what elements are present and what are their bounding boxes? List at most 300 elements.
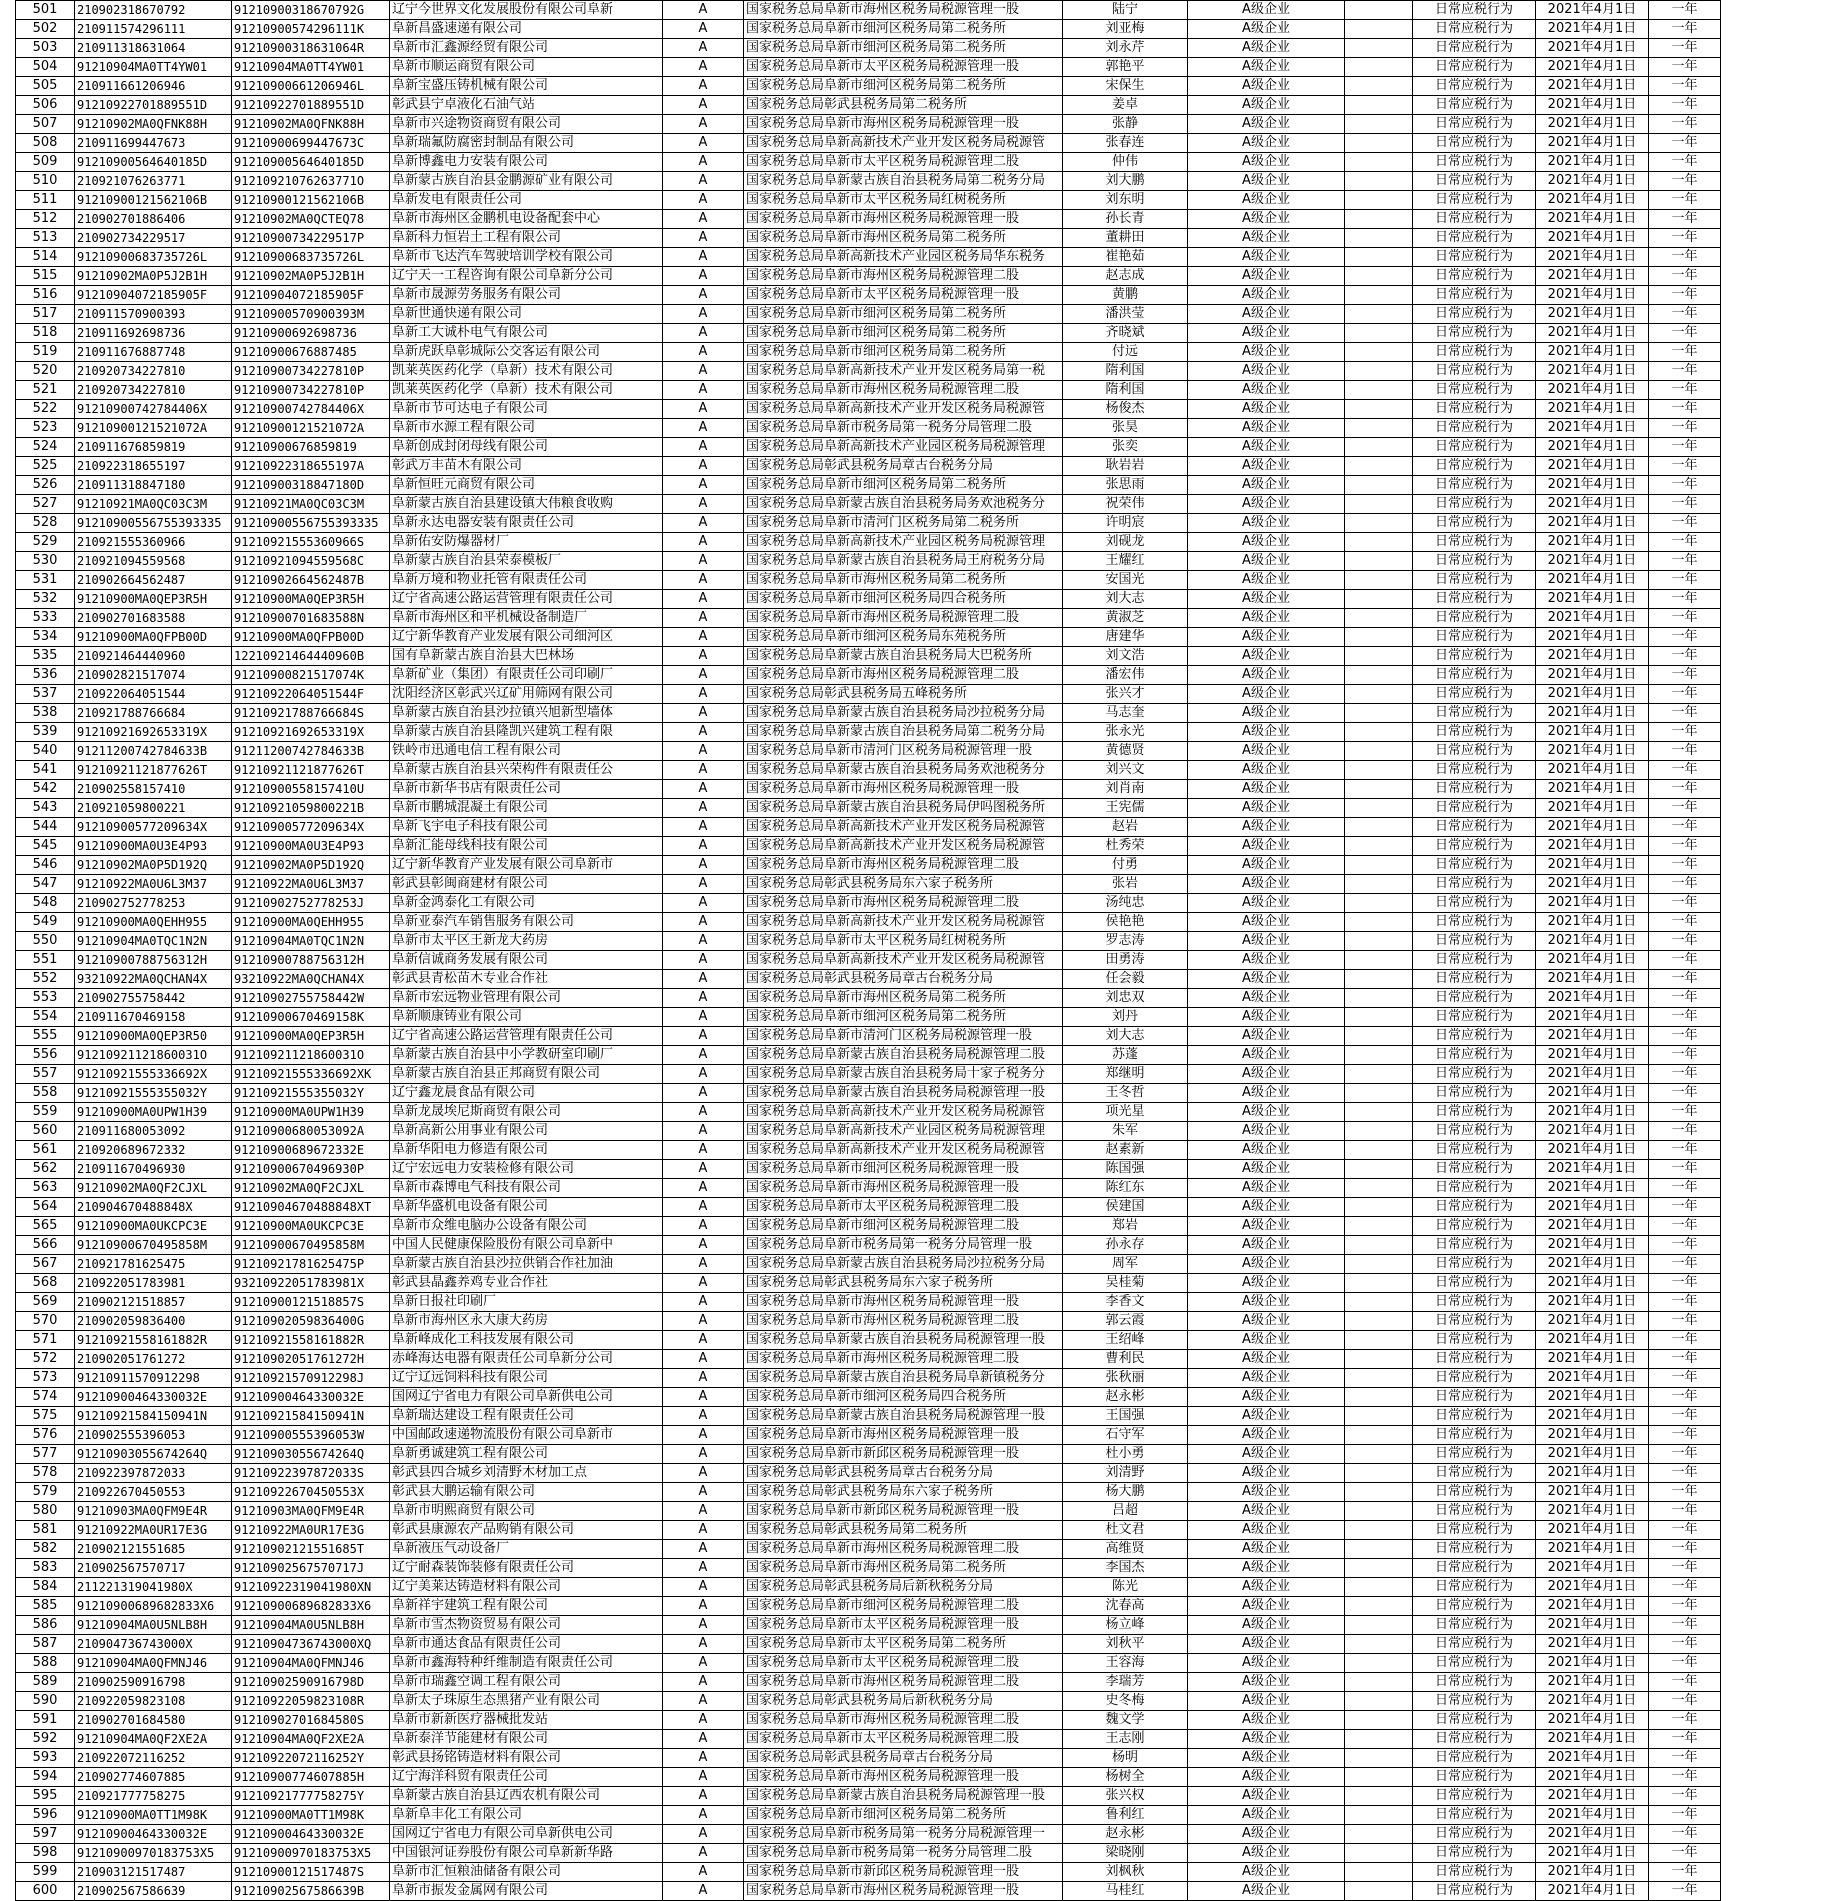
credit-level-cell[interactable]: A级企业 (1188, 1711, 1345, 1730)
table-row[interactable] (16, 894, 1721, 913)
validity-cell[interactable]: 一年 (1649, 1711, 1721, 1730)
old-taxpayer-id-cell[interactable]: 91210900683735726L (75, 248, 232, 267)
old-taxpayer-id-cell[interactable]: 210902555396053 (75, 1426, 232, 1445)
tax-office-cell[interactable]: 国家税务总局彰武县税务局章古台税务分局 (744, 1749, 1063, 1768)
tax-office-cell[interactable]: 国家税务总局阜新市海州区税务局第二税务所 (744, 571, 1063, 590)
credit-level-cell[interactable]: A级企业 (1188, 1540, 1345, 1559)
grade-cell[interactable]: A (663, 875, 744, 894)
grade-cell[interactable]: A (663, 1445, 744, 1464)
tax-officer-cell[interactable]: 陈国强 (1063, 1160, 1188, 1179)
table-row[interactable] (16, 305, 1721, 324)
grade-cell[interactable]: A (663, 1407, 744, 1426)
row-number-cell[interactable]: 539 (16, 723, 75, 742)
tax-officer-cell[interactable]: 汤纯忠 (1063, 894, 1188, 913)
credit-level-cell[interactable]: A级企业 (1188, 723, 1345, 742)
taxpayer-name-cell[interactable]: 阜新市鑫海特种纤维制造有限责任公司 (390, 1654, 663, 1673)
taxpayer-name-cell[interactable]: 彰武县晶鑫养鸡专业合作社 (390, 1274, 663, 1293)
evaluation-type-cell[interactable]: 日常应税行为 (1413, 799, 1536, 818)
taxpayer-name-cell[interactable]: 辽宁美莱达铸造材料有限公司 (390, 1578, 663, 1597)
credit-code-cell[interactable]: 91210900692698736 (232, 324, 390, 343)
table-row[interactable] (16, 1578, 1721, 1597)
remark-cell[interactable] (1345, 1768, 1413, 1787)
old-taxpayer-id-cell[interactable]: 210922051783981 (75, 1274, 232, 1293)
credit-code-cell[interactable]: 91210902701684580S (232, 1711, 390, 1730)
taxpayer-name-cell[interactable]: 阜新市太平区王新龙大药房 (390, 932, 663, 951)
evaluation-type-cell[interactable]: 日常应税行为 (1413, 818, 1536, 837)
remark-cell[interactable] (1345, 742, 1413, 761)
grade-cell[interactable]: A (663, 457, 744, 476)
table-row[interactable] (16, 533, 1721, 552)
tax-officer-cell[interactable]: 杜小勇 (1063, 1445, 1188, 1464)
evaluation-date-cell[interactable]: 2021年4月1日 (1536, 495, 1649, 514)
validity-cell[interactable]: 一年 (1649, 856, 1721, 875)
credit-code-cell[interactable]: 91210900121518857S (232, 1293, 390, 1312)
old-taxpayer-id-cell[interactable]: 210921094559568 (75, 552, 232, 571)
credit-code-cell[interactable]: 91210922397872033S (232, 1464, 390, 1483)
tax-officer-cell[interactable]: 潘宏伟 (1063, 666, 1188, 685)
validity-cell[interactable]: 一年 (1649, 1635, 1721, 1654)
table-row[interactable] (16, 951, 1721, 970)
credit-level-cell[interactable]: A级企业 (1188, 552, 1345, 571)
evaluation-date-cell[interactable]: 2021年4月1日 (1536, 1882, 1649, 1901)
tax-office-cell[interactable]: 国家税务总局阜新市海州区税务局税源管理一股 (744, 1426, 1063, 1445)
tax-office-cell[interactable]: 国家税务总局阜新市清河门区税务局税源管理一股 (744, 1027, 1063, 1046)
tax-office-cell[interactable]: 国家税务总局阜新市海州区税务局税源管理一股 (744, 115, 1063, 134)
credit-code-cell[interactable]: 91210904MA0QFMNJ46 (232, 1654, 390, 1673)
taxpayer-name-cell[interactable]: 彰武县青松苗木专业合作社 (390, 970, 663, 989)
credit-level-cell[interactable]: A级企业 (1188, 400, 1345, 419)
grade-cell[interactable]: A (663, 1, 744, 20)
evaluation-date-cell[interactable]: 2021年4月1日 (1536, 267, 1649, 286)
grade-cell[interactable]: A (663, 1863, 744, 1882)
row-number-cell[interactable]: 599 (16, 1863, 75, 1882)
validity-cell[interactable]: 一年 (1649, 1730, 1721, 1749)
old-taxpayer-id-cell[interactable]: 91210922MA0U6L3M37 (75, 875, 232, 894)
evaluation-date-cell[interactable]: 2021年4月1日 (1536, 1578, 1649, 1597)
row-number-cell[interactable]: 565 (16, 1217, 75, 1236)
table-row[interactable] (16, 343, 1721, 362)
tax-officer-cell[interactable]: 杨树全 (1063, 1768, 1188, 1787)
tax-office-cell[interactable]: 国家税务总局阜新市海州区税务局第二税务所 (744, 1559, 1063, 1578)
credit-code-cell[interactable]: 91210921121877626T (232, 761, 390, 780)
credit-level-cell[interactable]: A级企业 (1188, 362, 1345, 381)
tax-officer-cell[interactable]: 田勇涛 (1063, 951, 1188, 970)
row-number-cell[interactable]: 598 (16, 1844, 75, 1863)
tax-officer-cell[interactable]: 姜卓 (1063, 96, 1188, 115)
remark-cell[interactable] (1345, 96, 1413, 115)
evaluation-type-cell[interactable]: 日常应税行为 (1413, 267, 1536, 286)
row-number-cell[interactable]: 521 (16, 381, 75, 400)
table-row[interactable] (16, 248, 1721, 267)
validity-cell[interactable]: 一年 (1649, 1160, 1721, 1179)
old-taxpayer-id-cell[interactable]: 91210921121877626T (75, 761, 232, 780)
validity-cell[interactable]: 一年 (1649, 1350, 1721, 1369)
tax-officer-cell[interactable]: 潘洪莹 (1063, 305, 1188, 324)
grade-cell[interactable]: A (663, 1768, 744, 1787)
remark-cell[interactable] (1345, 1255, 1413, 1274)
tax-officer-cell[interactable]: 史冬梅 (1063, 1692, 1188, 1711)
credit-code-cell[interactable]: 91210900676859819 (232, 438, 390, 457)
evaluation-type-cell[interactable]: 日常应税行为 (1413, 58, 1536, 77)
validity-cell[interactable]: 一年 (1649, 343, 1721, 362)
evaluation-type-cell[interactable]: 日常应税行为 (1413, 1806, 1536, 1825)
row-number-cell[interactable]: 524 (16, 438, 75, 457)
credit-code-cell[interactable]: 91210902059836400G (232, 1312, 390, 1331)
taxpayer-name-cell[interactable]: 阜新市新华书店有限责任公司 (390, 780, 663, 799)
taxpayer-name-cell[interactable]: 阜新勇诚建筑工程有限公司 (390, 1445, 663, 1464)
table-row[interactable] (16, 1, 1721, 20)
evaluation-date-cell[interactable]: 2021年4月1日 (1536, 989, 1649, 1008)
credit-level-cell[interactable]: A级企业 (1188, 153, 1345, 172)
row-number-cell[interactable]: 512 (16, 210, 75, 229)
old-taxpayer-id-cell[interactable]: 210902701684580 (75, 1711, 232, 1730)
table-row[interactable] (16, 1673, 1721, 1692)
table-row[interactable] (16, 1445, 1721, 1464)
old-taxpayer-id-cell[interactable]: 91210900556755393335 (75, 514, 232, 533)
grade-cell[interactable]: A (663, 267, 744, 286)
validity-cell[interactable]: 一年 (1649, 229, 1721, 248)
old-taxpayer-id-cell[interactable]: 210902734229517 (75, 229, 232, 248)
row-number-cell[interactable]: 564 (16, 1198, 75, 1217)
tax-officer-cell[interactable]: 杨大鹏 (1063, 1483, 1188, 1502)
old-taxpayer-id-cell[interactable]: 210902590916798 (75, 1673, 232, 1692)
table-row[interactable] (16, 514, 1721, 533)
grade-cell[interactable]: A (663, 1882, 744, 1901)
table-row[interactable] (16, 457, 1721, 476)
credit-level-cell[interactable]: A级企业 (1188, 1236, 1345, 1255)
credit-level-cell[interactable]: A级企业 (1188, 1217, 1345, 1236)
validity-cell[interactable]: 一年 (1649, 571, 1721, 590)
grade-cell[interactable]: A (663, 229, 744, 248)
validity-cell[interactable]: 一年 (1649, 20, 1721, 39)
old-taxpayer-id-cell[interactable]: 91210921558161882R (75, 1331, 232, 1350)
row-number-cell[interactable]: 501 (16, 1, 75, 20)
grade-cell[interactable]: A (663, 134, 744, 153)
taxpayer-name-cell[interactable]: 阜新蒙古族自治县辽西农机有限公司 (390, 1787, 663, 1806)
remark-cell[interactable] (1345, 913, 1413, 932)
table-row[interactable] (16, 172, 1721, 191)
old-taxpayer-id-cell[interactable]: 210920689672332 (75, 1141, 232, 1160)
taxpayer-name-cell[interactable]: 中国银河证券股份有限公司阜新新华路 (390, 1844, 663, 1863)
tax-office-cell[interactable]: 国家税务总局彰武县税务局五峰税务所 (744, 685, 1063, 704)
credit-code-cell[interactable]: 91210921555360966S (232, 533, 390, 552)
taxpayer-name-cell[interactable]: 阜新瑞氟防腐密封制品有限公司 (390, 134, 663, 153)
validity-cell[interactable]: 一年 (1649, 286, 1721, 305)
validity-cell[interactable]: 一年 (1649, 666, 1721, 685)
table-row[interactable] (16, 362, 1721, 381)
tax-office-cell[interactable]: 国家税务总局阜新蒙古族自治县税务局大巴税务所 (744, 647, 1063, 666)
table-row[interactable] (16, 438, 1721, 457)
evaluation-date-cell[interactable]: 2021年4月1日 (1536, 1483, 1649, 1502)
tax-office-cell[interactable]: 国家税务总局彰武县税务局第二税务所 (744, 1521, 1063, 1540)
evaluation-type-cell[interactable]: 日常应税行为 (1413, 1293, 1536, 1312)
evaluation-date-cell[interactable]: 2021年4月1日 (1536, 1616, 1649, 1635)
tax-officer-cell[interactable]: 刘清野 (1063, 1464, 1188, 1483)
row-number-cell[interactable]: 561 (16, 1141, 75, 1160)
remark-cell[interactable] (1345, 875, 1413, 894)
tax-officer-cell[interactable]: 赵永彬 (1063, 1388, 1188, 1407)
grade-cell[interactable]: A (663, 1350, 744, 1369)
evaluation-date-cell[interactable]: 2021年4月1日 (1536, 96, 1649, 115)
evaluation-date-cell[interactable]: 2021年4月1日 (1536, 818, 1649, 837)
old-taxpayer-id-cell[interactable]: 210911318631064 (75, 39, 232, 58)
tax-officer-cell[interactable]: 李国杰 (1063, 1559, 1188, 1578)
validity-cell[interactable]: 一年 (1649, 932, 1721, 951)
credit-level-cell[interactable]: A级企业 (1188, 1046, 1345, 1065)
evaluation-date-cell[interactable]: 2021年4月1日 (1536, 1540, 1649, 1559)
grade-cell[interactable]: A (663, 552, 744, 571)
grade-cell[interactable]: A (663, 1122, 744, 1141)
validity-cell[interactable]: 一年 (1649, 39, 1721, 58)
tax-office-cell[interactable]: 国家税务总局阜新高新技术产业开发区税务局税源管 (744, 1141, 1063, 1160)
validity-cell[interactable]: 一年 (1649, 324, 1721, 343)
taxpayer-name-cell[interactable]: 彰武县宁卓液化石油气站 (390, 96, 663, 115)
validity-cell[interactable]: 一年 (1649, 1559, 1721, 1578)
grade-cell[interactable]: A (663, 1730, 744, 1749)
tax-office-cell[interactable]: 国家税务总局阜新市细河区税务局税源管理二股 (744, 1217, 1063, 1236)
tax-officer-cell[interactable]: 刘永芹 (1063, 39, 1188, 58)
credit-level-cell[interactable]: A级企业 (1188, 799, 1345, 818)
row-number-cell[interactable]: 543 (16, 799, 75, 818)
remark-cell[interactable] (1345, 1331, 1413, 1350)
table-row[interactable] (16, 1654, 1721, 1673)
tax-office-cell[interactable]: 国家税务总局阜新蒙古族自治县税务局税源管理一股 (744, 1084, 1063, 1103)
evaluation-type-cell[interactable]: 日常应税行为 (1413, 1787, 1536, 1806)
evaluation-date-cell[interactable]: 2021年4月1日 (1536, 1084, 1649, 1103)
tax-office-cell[interactable]: 国家税务总局彰武县税务局章古台税务分局 (744, 970, 1063, 989)
evaluation-date-cell[interactable]: 2021年4月1日 (1536, 780, 1649, 799)
credit-level-cell[interactable]: A级企业 (1188, 267, 1345, 286)
taxpayer-name-cell[interactable]: 阜新虎跃阜彰城际公交客运有限公司 (390, 343, 663, 362)
taxpayer-name-cell[interactable]: 凯莱英医药化学（阜新）技术有限公司 (390, 381, 663, 400)
credit-level-cell[interactable]: A级企业 (1188, 1654, 1345, 1673)
row-number-cell[interactable]: 578 (16, 1464, 75, 1483)
validity-cell[interactable]: 一年 (1649, 1331, 1721, 1350)
remark-cell[interactable] (1345, 514, 1413, 533)
old-taxpayer-id-cell[interactable]: 210902059836400 (75, 1312, 232, 1331)
remark-cell[interactable] (1345, 1046, 1413, 1065)
tax-office-cell[interactable]: 国家税务总局阜新高新技术产业开发区税务局税源管 (744, 1103, 1063, 1122)
validity-cell[interactable]: 一年 (1649, 381, 1721, 400)
tax-officer-cell[interactable]: 侯建国 (1063, 1198, 1188, 1217)
validity-cell[interactable]: 一年 (1649, 1312, 1721, 1331)
evaluation-type-cell[interactable]: 日常应税行为 (1413, 229, 1536, 248)
table-row[interactable] (16, 742, 1721, 761)
remark-cell[interactable] (1345, 381, 1413, 400)
row-number-cell[interactable]: 537 (16, 685, 75, 704)
evaluation-date-cell[interactable]: 2021年4月1日 (1536, 39, 1649, 58)
taxpayer-name-cell[interactable]: 阜新恒旺元商贸有限公司 (390, 476, 663, 495)
validity-cell[interactable]: 一年 (1649, 210, 1721, 229)
credit-code-cell[interactable]: 91210921MA0QC03C3M (232, 495, 390, 514)
taxpayer-name-cell[interactable]: 国有阜新蒙古族自治县大巴林场 (390, 647, 663, 666)
tax-office-cell[interactable]: 国家税务总局阜新市海州区税务局第二税务所 (744, 989, 1063, 1008)
old-taxpayer-id-cell[interactable]: 91210900742784406X (75, 400, 232, 419)
grade-cell[interactable]: A (663, 305, 744, 324)
taxpayer-name-cell[interactable]: 阜新市晟源劳务服务有限公司 (390, 286, 663, 305)
credit-code-cell[interactable]: 91210900564640185D (232, 153, 390, 172)
evaluation-date-cell[interactable]: 2021年4月1日 (1536, 1825, 1649, 1844)
grade-cell[interactable]: A (663, 761, 744, 780)
tax-officer-cell[interactable]: 刘枫秋 (1063, 1863, 1188, 1882)
old-taxpayer-id-cell[interactable]: 210902752778253 (75, 894, 232, 913)
old-taxpayer-id-cell[interactable]: 91210904MA0QFMNJ46 (75, 1654, 232, 1673)
remark-cell[interactable] (1345, 20, 1413, 39)
row-number-cell[interactable]: 544 (16, 818, 75, 837)
credit-code-cell[interactable]: 91210921121860031O (232, 1046, 390, 1065)
credit-level-cell[interactable]: A级企业 (1188, 96, 1345, 115)
credit-code-cell[interactable]: 91210900318847180D (232, 476, 390, 495)
tax-office-cell[interactable]: 国家税务总局阜新市税务局第一税务分局税源管理一 (744, 1825, 1063, 1844)
validity-cell[interactable]: 一年 (1649, 552, 1721, 571)
table-row[interactable] (16, 1407, 1721, 1426)
taxpayer-name-cell[interactable]: 阜新市振发金属网有限公司 (390, 1882, 663, 1901)
row-number-cell[interactable]: 600 (16, 1882, 75, 1901)
credit-level-cell[interactable]: A级企业 (1188, 1749, 1345, 1768)
old-taxpayer-id-cell[interactable]: 91210904072185905F (75, 286, 232, 305)
tax-officer-cell[interactable]: 曹利民 (1063, 1350, 1188, 1369)
tax-office-cell[interactable]: 国家税务总局阜新市细河区税务局四合税务所 (744, 590, 1063, 609)
tax-office-cell[interactable]: 国家税务总局阜新市海州区税务局税源管理二股 (744, 609, 1063, 628)
remark-cell[interactable] (1345, 1293, 1413, 1312)
evaluation-type-cell[interactable]: 日常应税行为 (1413, 932, 1536, 951)
credit-level-cell[interactable]: A级企业 (1188, 1464, 1345, 1483)
tax-office-cell[interactable]: 国家税务总局阜新市新邱区税务局税源管理一股 (744, 1445, 1063, 1464)
credit-level-cell[interactable]: A级企业 (1188, 495, 1345, 514)
remark-cell[interactable] (1345, 457, 1413, 476)
old-taxpayer-id-cell[interactable]: 91210904MA0TT4YW01 (75, 58, 232, 77)
validity-cell[interactable]: 一年 (1649, 96, 1721, 115)
credit-level-cell[interactable]: A级企业 (1188, 856, 1345, 875)
taxpayer-name-cell[interactable]: 辽宁新华教育产业发展有限公司阜新市 (390, 856, 663, 875)
credit-level-cell[interactable]: A级企业 (1188, 1787, 1345, 1806)
evaluation-type-cell[interactable]: 日常应税行为 (1413, 400, 1536, 419)
remark-cell[interactable] (1345, 229, 1413, 248)
credit-code-cell[interactable]: 91210900121521072A (232, 419, 390, 438)
table-row[interactable] (16, 1179, 1721, 1198)
tax-office-cell[interactable]: 国家税务总局阜新市海州区税务局税源管理一股 (744, 210, 1063, 229)
taxpayer-name-cell[interactable]: 阜新亚泰汽车销售服务有限公司 (390, 913, 663, 932)
row-number-cell[interactable]: 583 (16, 1559, 75, 1578)
table-row[interactable] (16, 229, 1721, 248)
evaluation-type-cell[interactable]: 日常应税行为 (1413, 780, 1536, 799)
taxpayer-name-cell[interactable]: 阜新创成封闭母线有限公司 (390, 438, 663, 457)
taxpayer-name-cell[interactable]: 辽宁宏远电力安装检修有限公司 (390, 1160, 663, 1179)
credit-level-cell[interactable]: A级企业 (1188, 1635, 1345, 1654)
credit-level-cell[interactable]: A级企业 (1188, 647, 1345, 666)
evaluation-type-cell[interactable]: 日常应税行为 (1413, 438, 1536, 457)
tax-officer-cell[interactable]: 张奕 (1063, 438, 1188, 457)
tax-office-cell[interactable]: 国家税务总局阜新蒙古族自治县税务局税源管理一股 (744, 1407, 1063, 1426)
old-taxpayer-id-cell[interactable]: 210911699447673 (75, 134, 232, 153)
row-number-cell[interactable]: 531 (16, 571, 75, 590)
evaluation-type-cell[interactable]: 日常应税行为 (1413, 248, 1536, 267)
table-row[interactable] (16, 856, 1721, 875)
validity-cell[interactable]: 一年 (1649, 1483, 1721, 1502)
credit-level-cell[interactable]: A级企业 (1188, 1122, 1345, 1141)
evaluation-date-cell[interactable]: 2021年4月1日 (1536, 932, 1649, 951)
evaluation-date-cell[interactable]: 2021年4月1日 (1536, 837, 1649, 856)
credit-code-cell[interactable]: 91210922MA0U6L3M37 (232, 875, 390, 894)
table-row[interactable] (16, 932, 1721, 951)
table-row[interactable] (16, 818, 1721, 837)
old-taxpayer-id-cell[interactable]: 91210903MA0QFM9E4R (75, 1502, 232, 1521)
tax-officer-cell[interactable]: 宋保生 (1063, 77, 1188, 96)
credit-level-cell[interactable]: A级企业 (1188, 324, 1345, 343)
evaluation-date-cell[interactable]: 2021年4月1日 (1536, 1464, 1649, 1483)
taxpayer-name-cell[interactable]: 阜新市众维电脑办公设备有限公司 (390, 1217, 663, 1236)
remark-cell[interactable] (1345, 267, 1413, 286)
tax-office-cell[interactable]: 国家税务总局阜新蒙古族自治县税务局沙拉税务分局 (744, 704, 1063, 723)
grade-cell[interactable]: A (663, 609, 744, 628)
remark-cell[interactable] (1345, 1692, 1413, 1711)
remark-cell[interactable] (1345, 438, 1413, 457)
row-number-cell[interactable]: 579 (16, 1483, 75, 1502)
row-number-cell[interactable]: 522 (16, 400, 75, 419)
evaluation-type-cell[interactable]: 日常应税行为 (1413, 1616, 1536, 1635)
row-number-cell[interactable]: 528 (16, 514, 75, 533)
tax-officer-cell[interactable]: 吕超 (1063, 1502, 1188, 1521)
grade-cell[interactable]: A (663, 1616, 744, 1635)
old-taxpayer-id-cell[interactable]: 91210900464330032E (75, 1825, 232, 1844)
evaluation-type-cell[interactable]: 日常应税行为 (1413, 856, 1536, 875)
grade-cell[interactable]: A (663, 1293, 744, 1312)
credit-code-cell[interactable]: 91210902664562487B (232, 571, 390, 590)
tax-office-cell[interactable]: 国家税务总局阜新市细河区税务局第二税务所 (744, 20, 1063, 39)
evaluation-type-cell[interactable]: 日常应税行为 (1413, 1825, 1536, 1844)
evaluation-date-cell[interactable]: 2021年4月1日 (1536, 286, 1649, 305)
remark-cell[interactable] (1345, 1787, 1413, 1806)
validity-cell[interactable]: 一年 (1649, 362, 1721, 381)
row-number-cell[interactable]: 505 (16, 77, 75, 96)
credit-level-cell[interactable]: A级企业 (1188, 1008, 1345, 1027)
remark-cell[interactable] (1345, 1844, 1413, 1863)
tax-officer-cell[interactable]: 王容海 (1063, 1654, 1188, 1673)
evaluation-type-cell[interactable]: 日常应税行为 (1413, 1160, 1536, 1179)
remark-cell[interactable] (1345, 1673, 1413, 1692)
table-row[interactable] (16, 96, 1721, 115)
credit-code-cell[interactable]: 91210902590916798D (232, 1673, 390, 1692)
remark-cell[interactable] (1345, 1749, 1413, 1768)
validity-cell[interactable]: 一年 (1649, 989, 1721, 1008)
credit-code-cell[interactable]: 91210900555396053W (232, 1426, 390, 1445)
validity-cell[interactable]: 一年 (1649, 1825, 1721, 1844)
validity-cell[interactable]: 一年 (1649, 1863, 1721, 1882)
remark-cell[interactable] (1345, 989, 1413, 1008)
credit-level-cell[interactable]: A级企业 (1188, 1274, 1345, 1293)
tax-office-cell[interactable]: 国家税务总局阜新市海州区税务局税源管理二股 (744, 894, 1063, 913)
table-row[interactable] (16, 628, 1721, 647)
credit-code-cell[interactable]: 91210904MA0TT4YW01 (232, 58, 390, 77)
remark-cell[interactable] (1345, 1160, 1413, 1179)
row-number-cell[interactable]: 514 (16, 248, 75, 267)
tax-office-cell[interactable]: 国家税务总局阜新市太平区税务局税源管理一股 (744, 58, 1063, 77)
credit-code-cell[interactable]: 91210900318670792G (232, 1, 390, 20)
credit-code-cell[interactable]: 91210900689682833X6 (232, 1597, 390, 1616)
credit-code-cell[interactable]: 91210900734227810P (232, 381, 390, 400)
tax-officer-cell[interactable]: 董耕田 (1063, 229, 1188, 248)
evaluation-type-cell[interactable]: 日常应税行为 (1413, 1274, 1536, 1293)
old-taxpayer-id-cell[interactable]: 91210921584150941N (75, 1407, 232, 1426)
old-taxpayer-id-cell[interactable]: 91210900464330032E (75, 1388, 232, 1407)
evaluation-type-cell[interactable]: 日常应税行为 (1413, 191, 1536, 210)
credit-level-cell[interactable]: A级企业 (1188, 1160, 1345, 1179)
tax-officer-cell[interactable]: 郑岩 (1063, 1217, 1188, 1236)
table-row[interactable] (16, 115, 1721, 134)
taxpayer-name-cell[interactable]: 阜新市顺运商贸有限公司 (390, 58, 663, 77)
taxpayer-name-cell[interactable]: 阜新市飞达汽车驾驶培训学校有限公司 (390, 248, 663, 267)
table-row[interactable] (16, 1711, 1721, 1730)
